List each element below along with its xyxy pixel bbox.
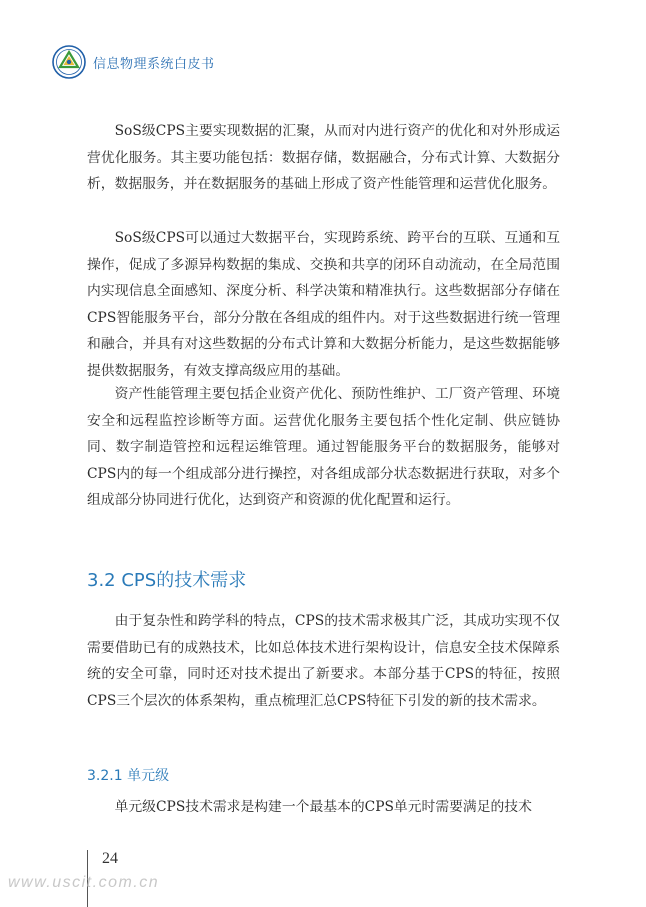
body-paragraph: SoS级CPS主要实现数据的汇聚，从而对内进行资产的优化和对外形成运营优化服务。其主要功能包括：数据存储，数据融合，分布式计算、大数据分析，数据服务，并在数据服务的基础上形成了资产性能管理和运营优化服务。 — [87, 123, 560, 192]
section-heading: 3.2 CPS的技术需求 — [87, 570, 247, 591]
header-title: 信息物理系统白皮书 — [93, 56, 215, 72]
body-paragraph: 单元级CPS技术需求是构建一个最基本的CPS单元时需要满足的技术 — [114, 799, 532, 815]
body-paragraph: 由于复杂性和跨学科的特点，CPS的技术需求极其广泛，其成功实现不仅需要借助已有的成熟技术，比如总体技术进行架构设计，信息安全技术保障系统的安全可靠，同时还对技术提出了新要求。本部分基于CPS的特征，按照CPS三个层次的体系架构，重点梳理汇总CPS特征下引发的新的技术需求。 — [87, 613, 560, 709]
body-paragraph: 资产性能管理主要包括企业资产优化、预防性维护、工厂资产管理、环境安全和远程监控诊断等方面。运营优化服务主要包括个性化定制、供应链协同、数字制造管控和远程运维管理。通过智能服务平台的数据服务，能够对CPS内的每一个组成部分进行操控，对各组成部分状态数据进行获取，对多个组成部分协同进行优化，达到资产和资源的优化配置和运行。 — [87, 386, 560, 508]
body-paragraph: SoS级CPS可以通过大数据平台，实现跨系统、跨平台的互联、互通和互操作，促成了多源异构数据的集成、交换和共享的闭环自动流动，在全局范围内实现信息全面感知、深度分析、科学决策和精准执行。这些数据部分存储在CPS智能服务平台，部分分散在各组成的组件内。对于这些数据进行统一管理和融合，并具有对这些数据的分布式计算和大数据分析能力，是这些数据能够提供数据服务，有效支撑高级应用的基础。 — [87, 230, 560, 379]
watermark: www.uscit.com.cn — [8, 874, 160, 891]
page-number: 24 — [102, 850, 118, 867]
page-header — [52, 42, 215, 82]
subsection-heading: 3.2.1 单元级 — [87, 768, 170, 784]
organization-logo — [52, 45, 86, 79]
